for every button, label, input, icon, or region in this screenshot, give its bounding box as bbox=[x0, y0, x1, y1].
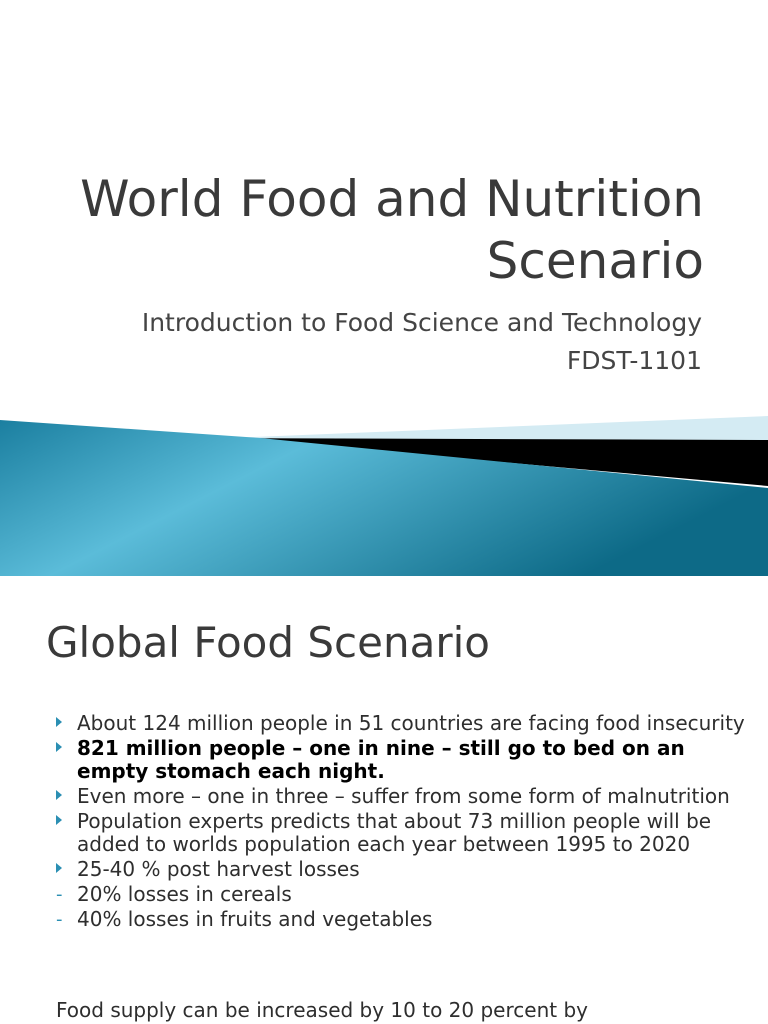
bullet-text: Even more – one in three – suffer from some form of malnutrition bbox=[77, 784, 730, 808]
arrow-bullet-icon bbox=[56, 863, 62, 873]
bullet-text: Population experts predicts that about 73 million people will be added to worlds population each year between 1995 to 2020 bbox=[77, 809, 712, 856]
bullet-list bbox=[56, 712, 746, 933]
slide-title bbox=[4, 168, 704, 292]
arrow-bullet-icon bbox=[56, 790, 62, 800]
arrow-bullet-icon bbox=[56, 742, 62, 752]
bullet-item bbox=[56, 785, 746, 808]
trailing-text: Food supply can be increased by 10 to 20 percent by bbox=[56, 998, 588, 1022]
slide-heading: Global Food Scenario bbox=[46, 618, 490, 667]
decorative-wave bbox=[0, 408, 768, 576]
slide-subtitle bbox=[2, 304, 702, 380]
bullet-text: About 124 million people in 51 countries are facing food insecurity bbox=[77, 711, 745, 735]
wave-pale-band bbox=[230, 416, 768, 442]
bullet-item bbox=[56, 883, 746, 906]
bullet-text: 821 million people – one in nine – still go to bed on an empty stomach each night. bbox=[77, 736, 685, 783]
bullet-text: 25-40 % post harvest losses bbox=[77, 857, 360, 881]
content-slide bbox=[0, 576, 768, 1024]
bullet-text: 20% losses in cereals bbox=[77, 882, 292, 906]
bullet-item bbox=[56, 810, 746, 856]
bullet-item bbox=[56, 712, 746, 735]
title-line-2: Scenario bbox=[486, 232, 704, 290]
bullet-item bbox=[56, 737, 746, 783]
bullet-text: 40% losses in fruits and vegetables bbox=[77, 907, 433, 931]
subtitle-line-1: Introduction to Food Science and Technology bbox=[141, 308, 702, 337]
arrow-bullet-icon bbox=[56, 717, 62, 727]
arrow-bullet-icon bbox=[56, 815, 62, 825]
bullet-item bbox=[56, 858, 746, 881]
dash-marker: - bbox=[56, 909, 63, 930]
subtitle-line-2: FDST-1101 bbox=[566, 346, 702, 375]
bullet-item bbox=[56, 908, 746, 931]
dash-marker: - bbox=[56, 884, 63, 905]
title-line-1: World Food and Nutrition bbox=[80, 170, 704, 228]
